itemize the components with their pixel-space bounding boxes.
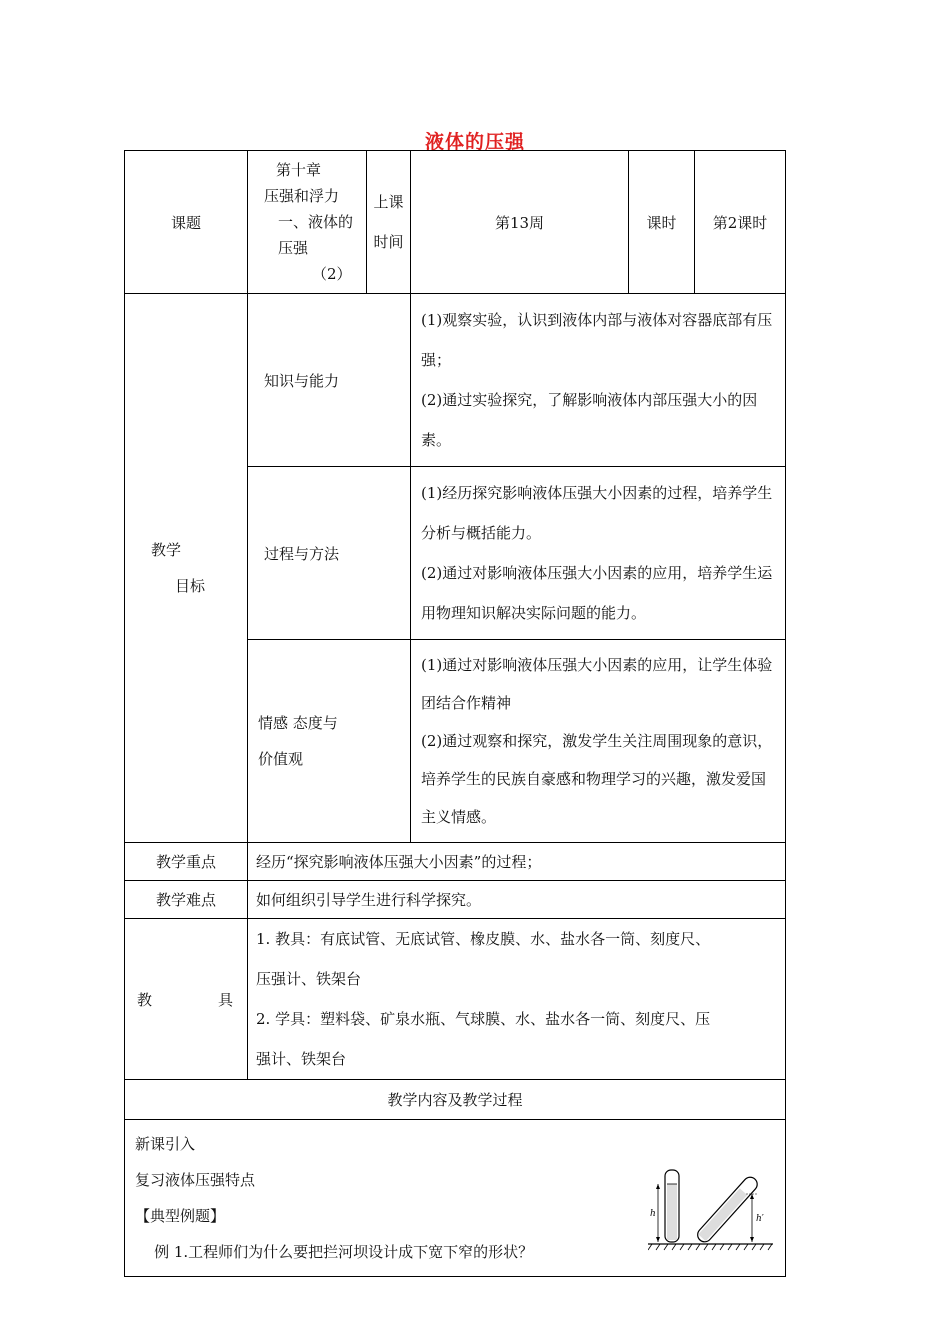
key-point-text: 经历“探究影响液体压强大小因素”的过程；: [248, 843, 786, 881]
tools-label-cell: [125, 919, 248, 1080]
tools-line: 强计、铁架台: [256, 1050, 347, 1068]
key-point-label: 教学重点: [125, 843, 248, 881]
tools-text: [248, 919, 786, 1080]
time-label: 时间: [373, 233, 404, 251]
intro-line: 复习液体压强特点: [135, 1171, 256, 1189]
tools-line: 1. 教具：有底试管、无底试管、橡皮膜、水、盐水各一筒、刻度尺、: [256, 930, 711, 948]
topic-line: 压强和浮力: [264, 187, 340, 205]
objective-line: 培养学生的民族自豪感和物理学习的兴趣，激发爱国: [421, 770, 767, 788]
objective-text: [411, 640, 786, 843]
intro-cell: [125, 1120, 786, 1277]
tools-line: 2. 学具：塑料袋、矿泉水瓶、气球膜、水、盐水各一筒、刻度尺、压: [256, 1010, 711, 1028]
tools-label: 教: [137, 990, 153, 1009]
objective-line: (1)经历探究影响液体压强大小因素的过程，培养学生: [421, 484, 773, 502]
topic-label: 课题: [125, 151, 248, 294]
objectives-label-cell: [125, 294, 248, 843]
objective-line: 分析与概括能力。: [421, 524, 542, 542]
objective-line: (1)通过对影响液体压强大小因素的应用，让学生体验: [421, 656, 773, 674]
intro-row: [125, 1120, 786, 1277]
objective-line: 团结合作精神: [421, 694, 512, 712]
objective-category: 知识与能力: [248, 294, 411, 467]
intro-line: 【典型例题】: [135, 1207, 226, 1225]
intro-line: 新课引入: [135, 1135, 196, 1153]
objective-line: (2)通过观察和探究，激发学生关注周围现象的意识，: [421, 732, 773, 750]
difficulty-label: 教学难点: [125, 881, 248, 919]
objective-text: [411, 294, 786, 467]
key-point-row: [125, 843, 786, 881]
objective-line: (1)观察实验，认识到液体内部与液体对容器底部有压: [421, 311, 773, 329]
topic-cell: [248, 151, 367, 294]
difficulty-row: [125, 881, 786, 919]
objective-category: [248, 640, 411, 843]
objective-text: [411, 467, 786, 640]
time-label: 上课: [373, 193, 404, 211]
period-label: 课时: [629, 151, 695, 294]
topic-line: 一、液体的压强: [278, 213, 354, 257]
topic-line: （2）: [312, 265, 352, 283]
page-title: 液体的压强: [424, 131, 525, 153]
fig-label-h-prime: h′: [756, 1214, 764, 1224]
objective-line: (2)通过实验探究，了解影响液体内部压强大小的因: [421, 391, 758, 409]
intro-line: 例 1.工程师们为什么要把拦河坝设计成下宽下窄的形状？: [135, 1243, 534, 1261]
tools-line: 压强计、铁架台: [256, 970, 362, 988]
objective-category-line: 价值观: [258, 750, 304, 768]
objective-line: (2)通过对影响液体压强大小因素的应用，培养学生运: [421, 564, 773, 582]
tools-row: [125, 919, 786, 1080]
process-header: 教学内容及教学过程: [125, 1080, 786, 1120]
process-header-row: [125, 1080, 786, 1120]
difficulty-text: 如何组织引导学生进行科学探究。: [248, 881, 786, 919]
tools-label: 具: [217, 990, 233, 1009]
topic-line: 第十章: [276, 161, 322, 179]
objective-line: 用物理知识解决实际问题的能力。: [421, 604, 647, 622]
lesson-plan-table: [124, 150, 786, 1277]
time-label-cell: [367, 151, 411, 294]
period-value: 第2课时: [695, 151, 786, 294]
fig-label-h: h: [650, 1209, 656, 1219]
objective-category-line: 情感 态度与: [258, 714, 338, 732]
objective-category: 过程与方法: [248, 467, 411, 640]
objective-line: 素。: [421, 431, 452, 449]
objective-line: 强；: [421, 351, 452, 369]
test-tube-figure: [648, 1166, 773, 1256]
header-row: [125, 151, 786, 294]
week-value: 第13周: [411, 151, 629, 294]
objectives-label: 教学: [151, 541, 182, 559]
objective-line: 主义情感。: [421, 808, 497, 826]
objectives-label: 目标: [175, 577, 206, 595]
objective-row-knowledge: [125, 294, 786, 467]
